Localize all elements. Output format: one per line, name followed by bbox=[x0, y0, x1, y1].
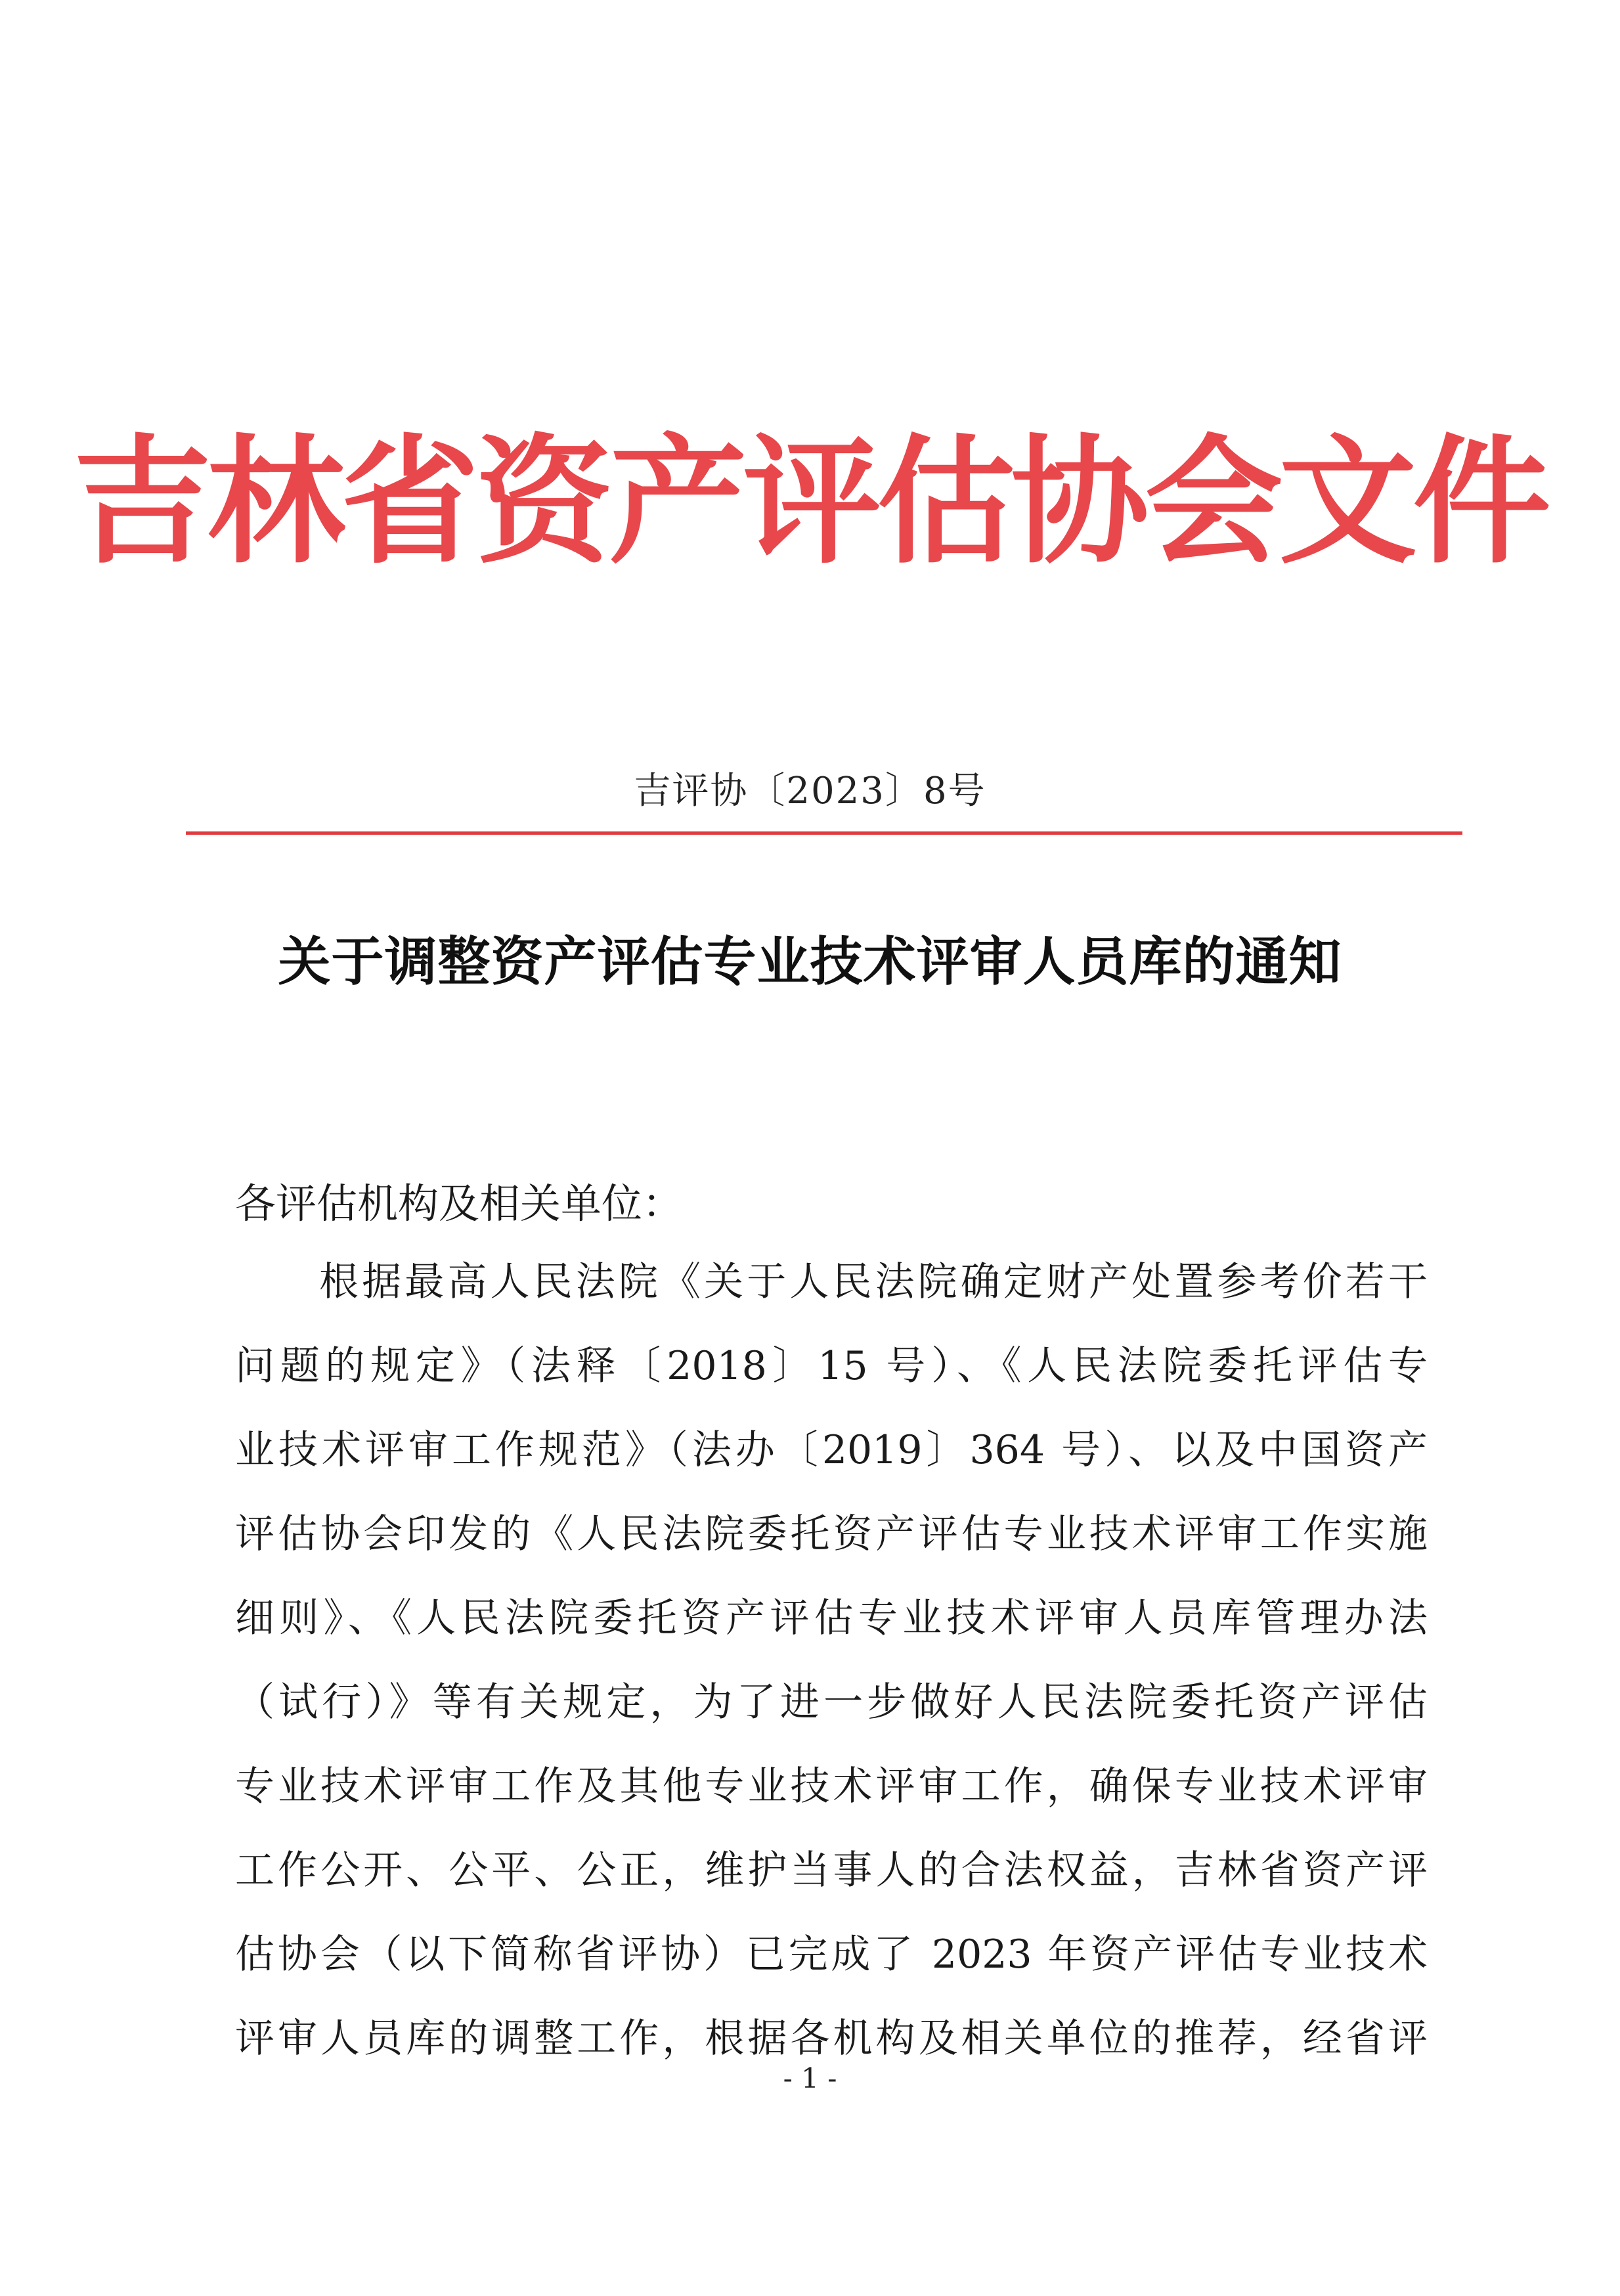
page-number: - 1 - bbox=[783, 2062, 837, 2094]
body-line: 细则》、《人民法院委托资产评估专业技术评审人员库管理办法 bbox=[235, 1595, 1428, 1641]
notice-title: 关于调整资产评估专业技术评审人员库的通知 bbox=[278, 931, 1342, 992]
body-line: 根据最高人民法院《关于人民法院确定财产处置参考价若干 bbox=[319, 1259, 1428, 1305]
body-line: 评审人员库的调整工作，根据各机构及相关单位的推荐，经省评 bbox=[235, 2016, 1428, 2062]
red-divider-line bbox=[186, 831, 1462, 835]
body-line: 评估协会印发的《人民法院委托资产评估专业技术评审工作实施 bbox=[235, 1511, 1428, 1557]
body-line: 问题的规定》（法释〔2018〕15 号）、《人民法院委托评估专 bbox=[235, 1343, 1428, 1389]
body-text bbox=[235, 1240, 1428, 2081]
masthead-title: 吉林省资产评估协会文件 bbox=[73, 422, 1547, 583]
body-line: 专业技术评审工作及其他专业技术评审工作，确保专业技术评审 bbox=[235, 1763, 1428, 1809]
body-line: 工作公开、公平、公正，维护当事人的合法权益，吉林省资产评 bbox=[235, 1847, 1428, 1893]
body-line: （试行）》等有关规定，为了进一步做好人民法院委托资产评估 bbox=[235, 1679, 1428, 1725]
body-line: 业技术评审工作规范》（法办〔2019〕364 号）、以及中国资产 bbox=[235, 1427, 1428, 1473]
salutation: 各评估机构及相关单位： bbox=[235, 1180, 684, 1227]
document-number: 吉评协〔2023〕8号 bbox=[634, 770, 986, 812]
body-line: 估协会（以下简称省评协）已完成了 2023 年资产评估专业技术 bbox=[235, 1932, 1428, 1977]
